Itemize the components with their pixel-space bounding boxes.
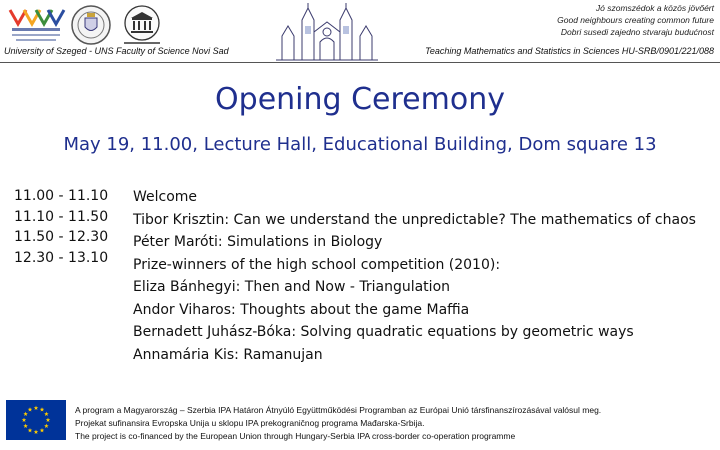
time-slot: 12.30 - 13.10: [14, 249, 109, 266]
szeged-cathedral-illustration: [272, 2, 382, 64]
time-slot: 11.50 - 12.30: [14, 229, 109, 245]
time-slot: 11.10 - 11.50: [14, 208, 109, 225]
program-items: [133, 186, 696, 366]
time-slot: 11.00 - 11.10: [14, 188, 109, 204]
tagline-sr: Dobri susedi zajedno stvaraju budućnost: [560, 27, 714, 37]
university-of-szeged-seal: [70, 4, 112, 46]
funding-notice: [75, 404, 601, 443]
program-times: [14, 186, 108, 268]
project-line: Teaching Mathematics and Statistics in Sciences HU-SRB/0901/221/088: [425, 46, 714, 56]
tagline-en: Good neighbours creating common future: [557, 15, 714, 25]
program-item: Eliza Bánhegyi: Then and Now - Triangulation: [133, 279, 451, 295]
funding-line-en: The project is co-financed by the European Union through Hungary-Serbia IPA cross-border co-operation programme: [75, 431, 516, 441]
event-details: May 19, 11.00, Lecture Hall, Educational Building, Dom square 13: [63, 134, 657, 155]
funding-line-hu: A program a Magyarország – Szerbia IPA Határon Átnyúló Együttműködési Programban az Európai Unió társfinanszírozásával valósul meg.: [75, 405, 602, 415]
program-item: Welcome: [133, 189, 198, 205]
program-item: Tibor Krisztin: Can we understand the unpredictable? The mathematics of chaos: [133, 211, 696, 228]
funding-line-sr: Projekat sufinansira Evropska Unija u sklopu IPA prekograničnog programa Mađarska-Srbija.: [75, 418, 425, 428]
tagline: [557, 2, 714, 38]
program-item: Péter Maróti: Simulations in Biology: [133, 234, 383, 250]
program-item: Andor Viharos: Thoughts about the game Maffia: [133, 301, 470, 318]
partner-logos: [6, 4, 206, 46]
program-item: Annamária Kis: Ramanujan: [133, 346, 323, 363]
program-item: Bernadett Juhász-Bóka: Solving quadratic equations by geometric ways: [133, 324, 634, 340]
header-divider: [0, 62, 720, 63]
university-line: University of Szeged - UNS Faculty of Science Novi Sad: [4, 46, 229, 56]
program-item: Prize-winners of the high school competition (2010):: [133, 256, 501, 273]
eu-flag-icon: [6, 400, 66, 440]
page-title: Opening Ceremony: [215, 82, 505, 117]
hungary-serbia-program-logo: [6, 4, 66, 44]
tagline-hu: Jó szomszédok a közös jövőért: [595, 3, 714, 13]
novi-sad-university-logo: [118, 4, 166, 46]
